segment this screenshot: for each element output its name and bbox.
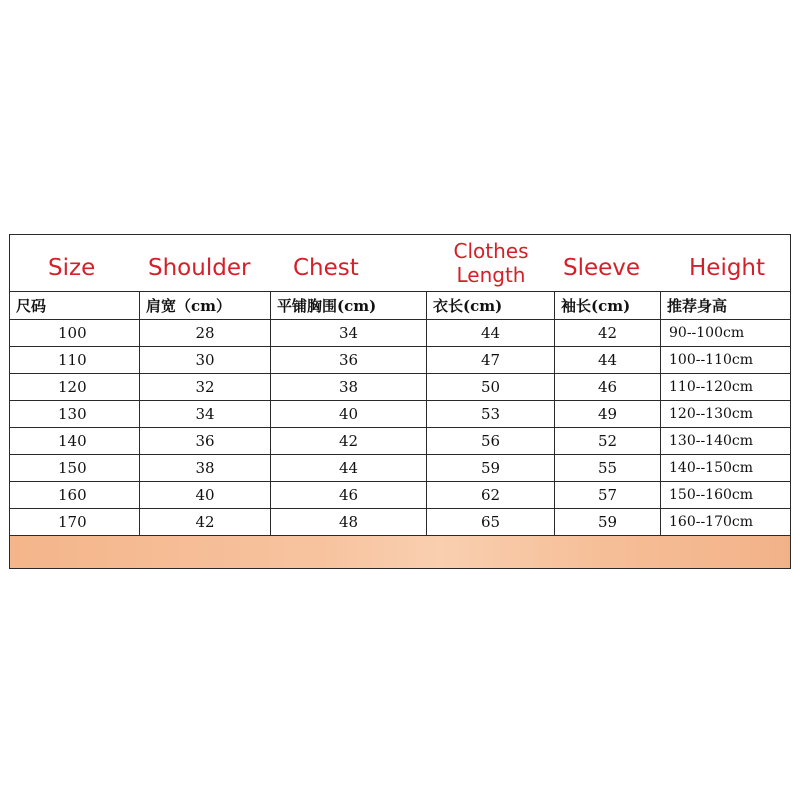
- cell-height: 150--160cm: [669, 487, 754, 503]
- cell-size: 170: [10, 509, 140, 535]
- cell-shoulder: 28: [140, 320, 271, 346]
- cell-length: 56: [427, 428, 555, 454]
- table-row: [10, 400, 790, 427]
- cell-shoulder: 40: [140, 482, 271, 508]
- cell-sleeve: 59: [555, 509, 661, 535]
- cell-length: 44: [427, 320, 555, 346]
- table-row: [10, 427, 790, 454]
- cell-length: 65: [427, 509, 555, 535]
- cell-sleeve: 55: [555, 455, 661, 481]
- cell-chest: 44: [271, 455, 427, 481]
- header-height: Height: [689, 255, 766, 281]
- cell-height: 90--100cm: [669, 325, 745, 341]
- header-cn-sleeve: 袖长(cm): [555, 292, 661, 319]
- cell-chest: 48: [271, 509, 427, 535]
- table-row: [10, 346, 790, 373]
- header-sleeve: Sleeve: [563, 255, 641, 281]
- cell-size: 140: [10, 428, 140, 454]
- cell-size: 110: [10, 347, 140, 373]
- cell-size: 100: [10, 320, 140, 346]
- english-header-row: [10, 235, 790, 291]
- cell-chest: 40: [271, 401, 427, 427]
- cell-sleeve: 57: [555, 482, 661, 508]
- cell-sleeve: 49: [555, 401, 661, 427]
- header-cn-size: 尺码: [10, 292, 140, 319]
- cell-sleeve: 52: [555, 428, 661, 454]
- header-size: Size: [48, 255, 96, 281]
- cell-sleeve: 46: [555, 374, 661, 400]
- cell-length: 50: [427, 374, 555, 400]
- header-cn-shoulder: 肩宽（cm）: [140, 292, 271, 319]
- cell-chest: 34: [271, 320, 427, 346]
- header-shoulder: Shoulder: [148, 255, 251, 281]
- cell-shoulder: 42: [140, 509, 271, 535]
- cell-shoulder: 38: [140, 455, 271, 481]
- cell-height: 100--110cm: [669, 352, 754, 368]
- header-cn-length: 衣长(cm): [427, 292, 555, 319]
- cell-height: 130--140cm: [669, 433, 754, 449]
- cell-shoulder: 32: [140, 374, 271, 400]
- cell-chest: 42: [271, 428, 427, 454]
- cell-size: 130: [10, 401, 140, 427]
- cell-height: 140--150cm: [669, 460, 754, 476]
- cell-sleeve: 42: [555, 320, 661, 346]
- cell-shoulder: 34: [140, 401, 271, 427]
- table-row: [10, 319, 790, 346]
- table-row: [10, 454, 790, 481]
- cell-size: 120: [10, 374, 140, 400]
- cell-size: 150: [10, 455, 140, 481]
- header-clothes-length-line1: Clothes: [453, 239, 529, 263]
- cell-height: 110--120cm: [669, 379, 754, 395]
- header-cn-height: 推荐身高: [667, 297, 728, 315]
- cell-height: 160--170cm: [669, 514, 754, 530]
- table-row: [10, 508, 790, 535]
- header-cn-chest: 平铺胸围(cm): [271, 292, 427, 319]
- chinese-header-row: [10, 291, 790, 319]
- header-clothes-length: [427, 235, 555, 291]
- size-chart-table: [9, 234, 791, 569]
- cell-shoulder: 36: [140, 428, 271, 454]
- cell-chest: 36: [271, 347, 427, 373]
- cell-chest: 46: [271, 482, 427, 508]
- cell-length: 53: [427, 401, 555, 427]
- cell-size: 160: [10, 482, 140, 508]
- table-row: [10, 481, 790, 508]
- cell-sleeve: 44: [555, 347, 661, 373]
- cell-chest: 38: [271, 374, 427, 400]
- cell-length: 62: [427, 482, 555, 508]
- cell-length: 47: [427, 347, 555, 373]
- cell-height: 120--130cm: [669, 406, 754, 422]
- cell-length: 59: [427, 455, 555, 481]
- header-chest: Chest: [293, 255, 359, 281]
- header-clothes-length-line2: Length: [456, 263, 526, 287]
- cell-shoulder: 30: [140, 347, 271, 373]
- table-row: [10, 373, 790, 400]
- decorative-band: [10, 535, 790, 568]
